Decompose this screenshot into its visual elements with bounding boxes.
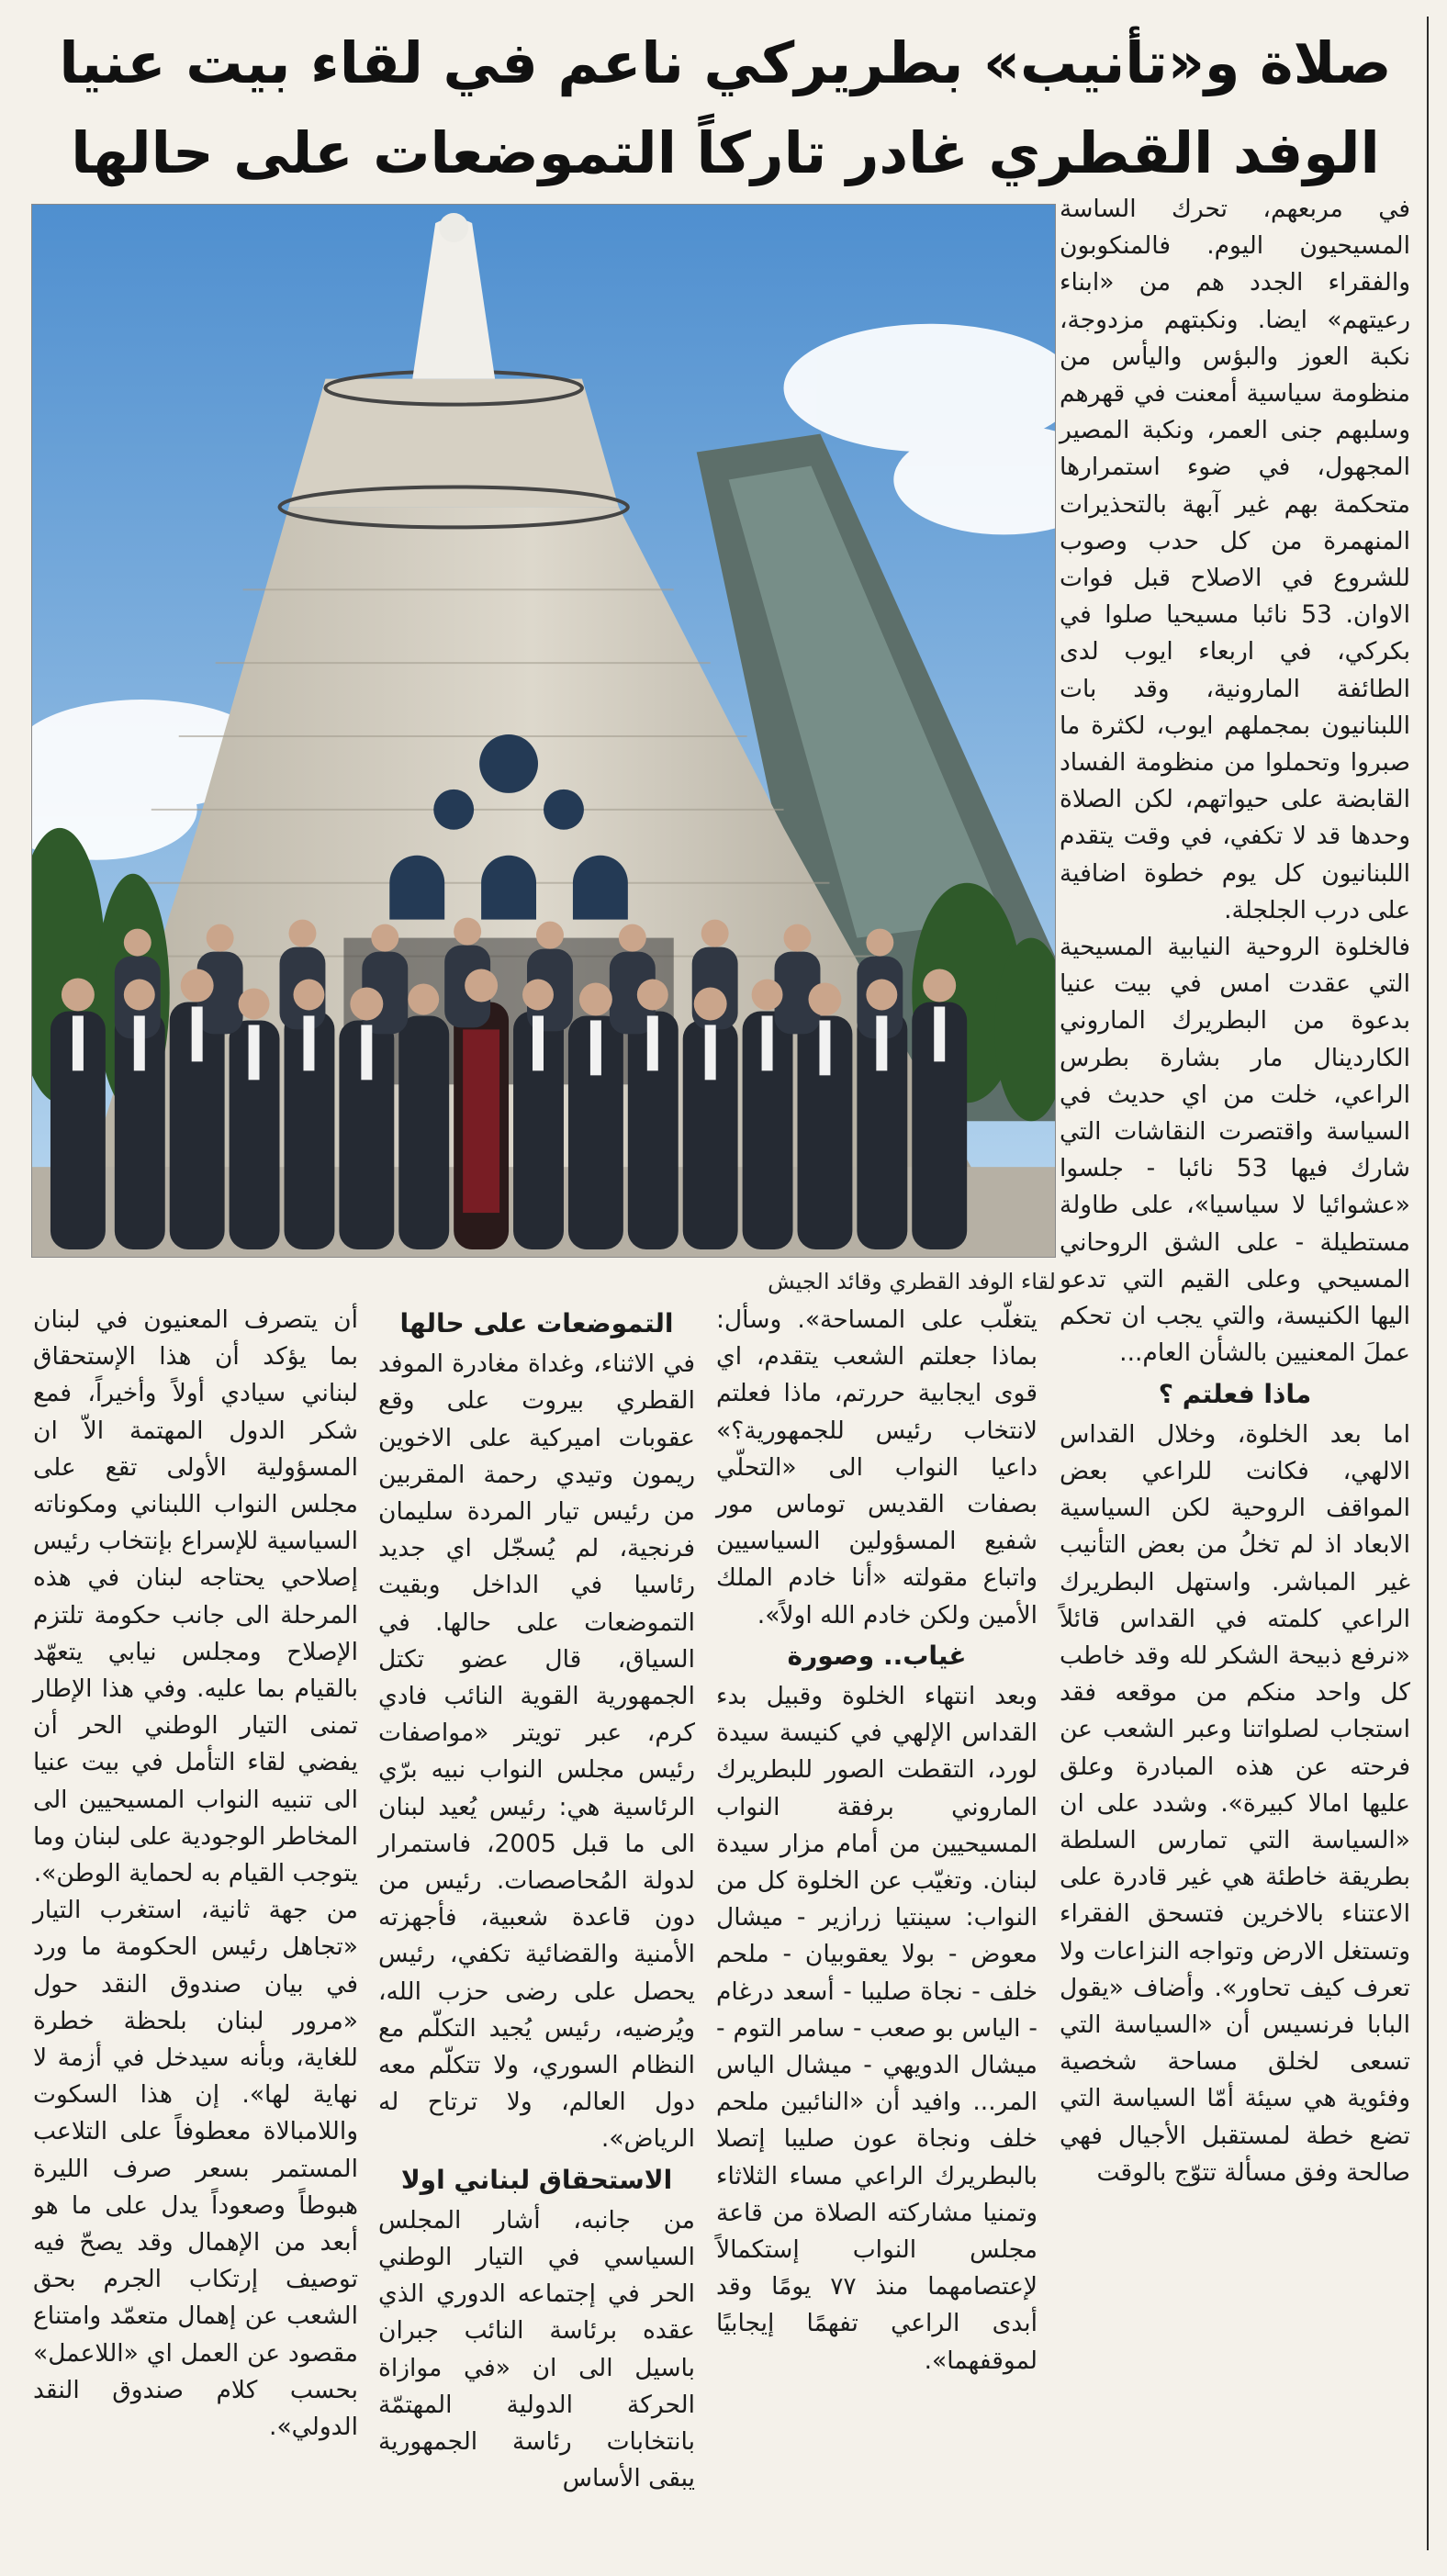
column-1 bbox=[1060, 191, 1410, 2191]
headline bbox=[37, 18, 1414, 198]
column-4 bbox=[33, 1302, 358, 2446]
subheading: التموضعات على حالها bbox=[399, 1308, 674, 1338]
paragraph: أن يتصرف المعنيون في لبنان بما يؤكد أن هذا الإستحقاق لبناني سيادي أولاً وأخيراً، فمع شكر الدول المهتمة الاّ ان المسؤولية الأولى تقع على مجلس النواب اللبناني ومكوناته السياسية للإسراع بإنتخاب رئيس إصلاحي يحتاجه لبنان في هذه المرحلة الى جانب حكومة تلتزم الإصلاح ومجلس نيابي يتعهّد بالقيام بما عليه. وفي هذا الإطار تمنى التيار الوطني الحر أن يفضي لقاء التأمل في بيت عنيا الى تنبيه النواب المسيحيين الى المخاطر الوجودية على لبنان وما يتوجب القيام به لحماية الوطن». bbox=[33, 1305, 358, 1888]
column-3 bbox=[378, 1302, 695, 2498]
headline-line-1: صلاة و«تأنيب» بطريركي ناعم في لقاء بيت عنيا bbox=[59, 29, 1392, 96]
subheading: غياب.. وصورة bbox=[787, 1640, 967, 1671]
column-rule bbox=[1427, 17, 1429, 2550]
headline-line-2: الوفد القطري غادر تاركاً التموضعات على حالها bbox=[71, 119, 1380, 186]
paragraph: فالخلوة الروحية النيابية المسيحية التي عقدت امس في بيت عنيا بدعوة من البطريرك الماروني الكاردينال مار بشارة بطرس الراعي، خلت من اي حديث في السياسة واقتصرت النقاشات التي شارك فيها 53 نائبا - جلسوا «عشوائيا لا سياسيا»، على طاولة مستطيلة - على الشق الروحاني المسيحي وعلى القيم التي تدعو اليها الكنيسة، والتي يجب ان تحكم عملَ المعنيين بالشأن العام... bbox=[1060, 933, 1411, 1368]
paragraph: في مربعهم، تحرك الساسة المسيحيون اليوم. فالمنكوبون والفقراء الجدد هم من «ابناء رعيتهم» ايضا. ونكبتهم مزدوجة، نكبة العوز والبؤس واليأس من منظومة سياسية أمعنت في قهرهم وسلبهم جنى العمر، ونكبة المصير المجهول، في ضوء استمرارها متحكمة بهم غير آبهة بالتحذيرات المنهمرة من كل حدب وصوب للشروع في الاصلاح قبل فوات الاوان. 53 نائبا مسيحيا صلوا في بكركي، في اربعاء ايوب لدى الطائفة المارونية، وقد بات اللبنانيون بمجملهم ايوب، لكثرة ما صبروا وتحملوا من منظومة الفساد القابضة على حيواتهم، لكن الصلاة وحدها قد لا تكفي، في وقت يتقدم اللبنانيون كل يوم خطوة اضافية على درب الجلجلة. bbox=[1060, 195, 1410, 924]
paragraph: يتغلّب على المساحة». وسأل: بماذا جعلتم الشعب يتقدم، اي قوى ايجابية حررتم، ماذا فعلتم لانتخاب رئيس للجمهورية؟» داعيا النواب الى «التحلّي بصفات القديس توماس مور شفيع المسؤولين السياسيين واتباع مقولته «أنا خادم الملك الأمين ولكن خادم الله اولاً». bbox=[716, 1305, 1038, 1630]
paragraph: من جانبه، أشار المجلس السياسي في التيار الوطني الحر في إجتماعه الدوري الذي عقده برئاسة النائب جبران باسيل الى ان «في موازاة الحركة الدولية المهتمّة بانتخابات رئاسة الجمهورية يبقى الأساس bbox=[378, 2205, 695, 2493]
photo-caption: لقاء الوفد القطري وقائد الجيش bbox=[768, 1269, 1056, 1294]
subheading: ماذا فعلتم ؟ bbox=[1158, 1378, 1312, 1409]
subheading: الاستحقاق لبناني اولا bbox=[400, 2164, 673, 2195]
photo-illustration bbox=[32, 205, 1055, 1257]
paragraph: وبعد انتهاء الخلوة وقبيل بدء القداس الإلهي في كنيسة سيدة لورد، التقطت الصور للبطريرك الماروني برفقة النواب المسيحيين من أمام مزار سيدة لبنان. وتغيّب عن الخلوة كل من النواب: سينتيا زرازير - ميشال معوض - بولا يعقوبيان - ملحم خلف - نجاة صليبا - أسعد درغام - الياس بو صعب - سامر التوم - ميشال الدويهي - ميشال الياس المر... وافيد أن «النائبين ملحم خلف ونجاة عون صليبا إتصلا بالبطريرك الراعي مساء الثلاثاء وتمنيا مشاركته الصلاة من قاعة مجلس النواب إستكمالاً لإعتصامهما منذ ٧٧ يومًا وقد أبدى الراعي تفهمًا إيجابيًا لموقفهما». bbox=[716, 1682, 1038, 2375]
column-2 bbox=[716, 1302, 1038, 2380]
news-photo bbox=[31, 204, 1056, 1258]
paragraph: اما بعد الخلوة، وخلال القداس الالهي، فكانت للراعي بعض المواقف الروحية لكن السياسية الابعاد اذ لم تخلُ من بعض التأنيب غير المباشر. واستهل البطريرك الراعي كلمته في القداس قائلاً «نرفع ذبيحة الشكر لله وقد خاطب كل واحد منكم من موقعه فقد استجاب لصلواتنا وعبر الشعب عن فرحته عن هذه المبادرة وعلق عليها امالا كبيرة». وشدد على ان «السياسة التي تمارس السلطة بطريقة خاطئة هي غير قادرة على الاعتناء بالاخرين فتسحق الفقراء وتستغل الارض وتواجه النزاعات ولا تعرف كيف تحاور». وأضاف «يقول البابا فرنسيس أن «السياسة التي تسعى لخلق مساحة شخصية وفئوية هي سيئة أمّا السياسة التي تضع خطة لمستقبل الأجيال فهي صالحة وفق مسألة تتوّج بالوقت bbox=[1060, 1419, 1410, 2187]
paragraph: في الاثناء، وغداة مغادرة الموفد القطري بيروت على وقع عقوبات اميركية على الاخوين ريمون وتيدي رحمة المقربين من رئيس تيار المردة سليمان فرنجية، لم يُسجّل اي جديد رئاسيا في الداخل وبقيت التموضعات على حالها. في السياق، قال عضو تكتل الجمهورية القوية النائب فادي كرم، عبر تويتر «مواصفات رئيس مجلس النواب نبيه برّي الرئاسية هي: رئيس يُعيد لبنان الى ما قبل 2005، فاستمرار لدولة المُحاصصات. رئيس من دون قاعدة شعبية، فأجهزته الأمنية والقضائية تكفي، رئيس يحصل على رضى حزب الله، ويُرضيه، رئيس يُجيد التكلّم مع النظام السوري، ولا تتكلّم معه دول العالم، ولا ترتاح له الرياض». bbox=[378, 1350, 695, 2154]
paragraph: من جهة ثانية، استغرب التيار «تجاهل رئيس الحكومة ما ورد في بيان صندوق النقد حول «مرور لبنان بلحظة خطرة للغاية، وبأنه سيدخل في أزمة لا نهاية لها». إن هذا السكوت واللامبالاة معطوفاً على التلاعب المستمر بسعر صرف الليرة هبوطاً وصعوداً يدل على ما هو أبعد من الإهمال وقد يصحّ فيه توصيف إرتكاب الجرم بحق الشعب عن إهمال متعمّد وامتناع مقصود عن العمل اي «اللاعمل» بحسب كلام صندوق النقد الدولي». bbox=[33, 1896, 358, 2442]
